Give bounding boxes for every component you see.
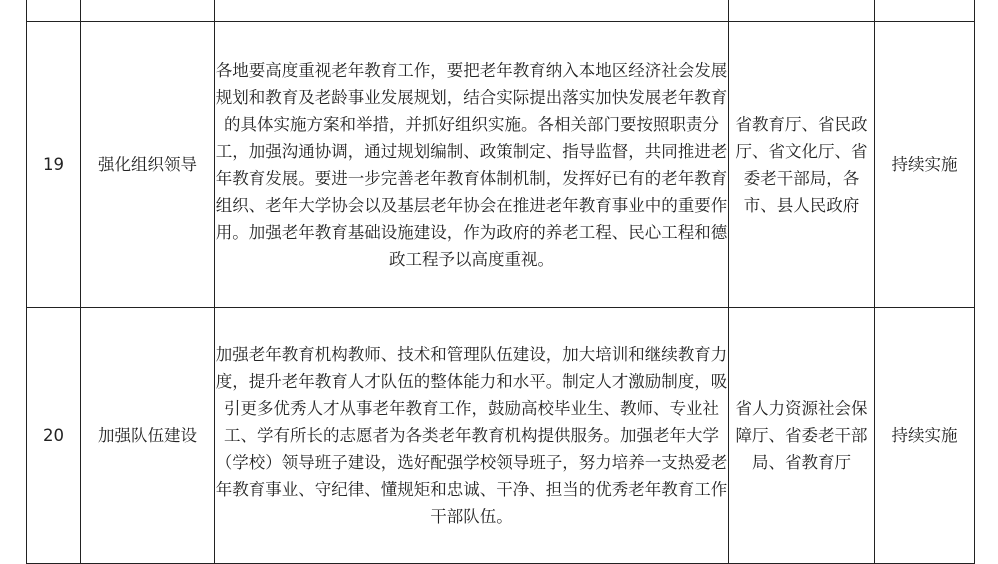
- task-cell: [81, 22, 215, 308]
- time-cell: [875, 308, 975, 564]
- task-cell: [81, 0, 215, 22]
- task-content: 加强老年教育机构教师、技术和管理队伍建设，加大培训和继续教育力度，提升老年教育人才队伍的整体能力和水平。制定人才激励制度，吸引更多优秀人才从事老年教育工作，鼓励高校毕业生、教师、专业社工、学有所长的志愿者为各类老年教育机构提供服务。加强老年大学（学校）领导班子建设，选好配强学校领导班子，努力培养一支热爱老年教育事业、守纪律、懂规矩和忠诚、干净、担当的优秀老年教育工作干部队伍。: [215, 345, 728, 526]
- row-number-cell: [27, 0, 81, 22]
- responsible-unit: 省教育厅、省民政厅、省文化厅、省委老干部局，各市、县人民政府: [735, 114, 868, 215]
- unit-cell: [729, 308, 875, 564]
- time-limit: 持续实施: [891, 155, 958, 174]
- unit-cell: [729, 0, 875, 22]
- task-cell: [81, 308, 215, 564]
- table-row: [27, 22, 975, 308]
- task-content: 各地要高度重视老年教育工作，要把老年教育纳入本地区经济社会发展规划和教育及老龄事业发展规划，结合实际提出落实加快发展老年教育的具体实施方案和举措，并抓好组织实施。各相关部门要按照职责分工，加强沟通协调，通过规划编制、政策制定、指导监督，共同推进老年教育发展。要进一步完善老年教育体制机制，发挥好已有的老年教育组织、老年大学协会以及基层老年协会在推进老年教育事业中的重要作用。加强老年教育基础设施建设，作为政府的养老工程、民心工程和德政工程予以高度重视。: [215, 60, 728, 269]
- time-cell: [875, 0, 975, 22]
- responsible-unit: 省人力资源社会保障厅、省委老干部局、省教育厅: [735, 399, 868, 472]
- content-cell: [215, 308, 729, 564]
- task-name: 加强队伍建设: [98, 426, 197, 445]
- content-cell: [215, 0, 729, 22]
- row-number-cell: [27, 22, 81, 308]
- table-row-partial: [27, 0, 975, 22]
- table-row: [27, 308, 975, 564]
- policy-table: [26, 0, 975, 564]
- row-number: 19: [43, 155, 64, 174]
- task-name: 强化组织领导: [98, 155, 197, 174]
- unit-cell: [729, 22, 875, 308]
- row-number-cell: [27, 308, 81, 564]
- content-cell: [215, 22, 729, 308]
- time-limit: 持续实施: [891, 426, 958, 445]
- time-cell: [875, 22, 975, 308]
- row-number: 20: [43, 426, 64, 445]
